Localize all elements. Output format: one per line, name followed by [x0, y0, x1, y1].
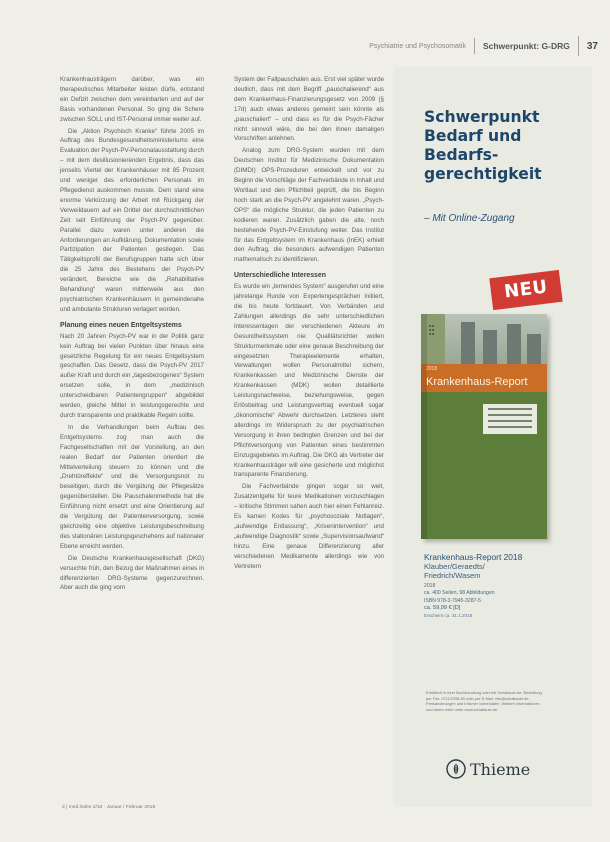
ad-headline-line: Schwerpunkt	[424, 108, 540, 126]
header-divider	[474, 38, 475, 54]
book-pages: ca. 400 Seiten, 98 Abbildungen	[424, 590, 495, 597]
book-details	[424, 552, 592, 619]
new-badge: NEU	[489, 270, 562, 310]
paragraph: Die „Aktion Psychisch Kranke“ führte 2005 im Auftrag des Bundesgesundheitsministeriums eine Evaluation der Psych-PV-Personalausstattung durch – mit dem desillusionierenden Ergebnis, dass das jenseits Viertel der Krankenhäuser mit 85 Prozent und weniger des erforderlichen Personals im Pflegedienst auskommen musste. Dem stand eine enorme Verkürzung der Arbeit mit Rückgang der Verweildauern auf ein Drittel der durchschnittlichen Zeit seit Einführung der Psych-PV gegenüber. Parallel dazu waren unter anderen die Anforderungen an Aufklärung, Dokumentation sowie Partizipation der Patienten gestiegen. Das Tätigkeitsprofil der Berufsgruppen hatte sich über die 25 Jahre des Bestehens der Psych-PV verändert, Bereiche wie die „Rehabilitative Behandlung“ waren mittlerweile aus den psychiatrischen Krankenhäusern in gemeindenahe und ambulante Strukturen verlagert worden.	[60, 127, 204, 313]
book-authors: Friedrich/Wasem	[424, 571, 481, 581]
section-heading: Unterschiedliche Interessen	[234, 272, 326, 280]
ad-headline-line: gerechtigkeit	[424, 165, 542, 183]
running-header	[369, 36, 598, 56]
paragraph: Nach 20 Jahren Psych-PV war in der Politik ganz kein Auftrag bei vielen Punkten über hinaus eine gesetzliche Regelung für ein neues Entgeltsystem geschaffen. Das Gesetz, dass die Psych-PV 2017 außer Kraft und durch ein „tagesbezogenes“ System ersetzen solle, in dem „medizinisch unterscheidbaren Patientengruppen“ abgebildet werden, gleiche Mittel in leistungsgerechte und durch transparente und praktikable Regeln sollte.	[60, 332, 204, 419]
page-footer: 3 | med.lndex 2/18 · Januar / Februar 2018	[62, 805, 156, 810]
paragraph: In die Verhandlungen beim Aufbau des Entgeltsystems zog man auch die Fachgesellschaften mit der Vorstellung, an den realen Bedarf der Patienten orientiert die Mittelverteilung steuern zu können und die „Drehtüreffekte“ und die Versorgungsnot zu beseitigen, durch die Vergütung der Pflegesätze gegenüberstellen. Die Pauschalenmethode hat die Einführung nicht ersetzt und eine Orientierung auf die Vergütung der Patientenversorgung, sowie gleichzeitig eine objektive Leistungsbeschreibung des stationären Leistungsgeschehens auf nationaler Ebene erreicht werden.	[60, 423, 204, 550]
page-number-divider	[578, 36, 579, 56]
book-isbn: ISBN 978-3-7945-3287-5	[424, 597, 481, 604]
publisher-logo	[446, 759, 530, 779]
section-heading: Planung eines neuen Entgeltsystems	[60, 321, 182, 329]
paragraph: Die Deutsche Krankenhausgesellschaft (DKG) versuchte früh, den Bezug der Maßnahmen eines in differenzierten DRG-Systeme gegenzurechnen. Aber auch die ging vom	[60, 554, 204, 592]
paragraph: System der Fallpauschalen aus. Erst viel später wurde deutlich, dass mit dem Begriff „pauschalierend“ aus dem Krankenhaus-Finanzierungsgesetz von 2009 (§ 17d) auch etwas anderes gemeint sein könnte als „pauschaliert“ – und dass es für die Psych-Fächer nicht sinnvoll wäre, die bei den ihnen damaligen Vorschriften anlehnen.	[234, 76, 384, 143]
paragraph: Die Fachverbände gingen sogar so weit, Zusatzentgelte für teure Medikationen vorzuschlagen – kritische Stimmen sahen auch hier einen Fehlanreiz. Es kamen Kodes für „psychosoziale Notlagen“, „aufwendige Entlassung“, „Krisenintervention“ und „aufwendige Diagnostik“ sowie „Supervisionsaufwand“ hinzu. Eine genaue Differenzierung aller verschiedenen Medikamente allerdings wie von Vertretern	[234, 483, 384, 570]
book-cover-title: Krankenhaus-Report	[426, 376, 528, 388]
header-topic: Schwerpunkt: G-DRG	[482, 41, 570, 51]
book-edition: 2018	[424, 582, 436, 589]
ad-headline-line: Bedarf und	[424, 127, 522, 145]
publisher-name: Thieme	[470, 759, 531, 779]
ad-subtitle: – Mit Online-Zugang	[424, 213, 515, 224]
book-cover-year: 2018	[426, 366, 438, 372]
book-pub-date: Erscheint ca. 31.1.2018	[424, 613, 473, 619]
paragraph: Krankenhausträgern darüber, was ein therapeutisches Mitarbeiter leisten dürfe, entstand ein Defizit zwischen dem vereinbarten und auf der Basis vorhandenen Personal. So ging die Schere zwischen SOLL und IST-Personal immer weiter auf.	[60, 76, 204, 123]
header-section: Psychiatrie und Psychosomatik	[369, 42, 466, 50]
book-title: Krankenhaus-Report 2018	[424, 552, 523, 562]
book-authors: Klauber/Geraedts/	[424, 562, 485, 571]
ad-headline-line: Bedarfs-	[424, 146, 499, 164]
order-note: Erhältlich in Ihrer Buchhandlung oder bei Schattauer.de. Bestellung per Fax: 0711/2298-50 oder per E-Mail: info@schattauer.de, Preisänderungen und Irrtümer vorbehalten. Weitere Informationen und vieles mehr unter www.schattauer.de.	[426, 690, 542, 712]
ad-headline	[424, 108, 594, 184]
book-price: ca. 59,99 € [D]	[424, 605, 461, 612]
book-cover-image: ■ ■ ■ ■ ■ ■ 2018 Krankenhaus-Report	[421, 314, 547, 539]
text-column-middle	[234, 75, 384, 574]
thieme-seal-icon	[446, 759, 466, 779]
paragraph: Analog zum DRG-System wurden mit dem Deutschen Institut für Medizinische Dokumentation (DIMDI) OPS-Prozeduren entwickelt und vor zu Beginn die Vorschläge der Fachverbände in Inhalt und Wortlaut und den Pflichtteil geprüft, die bis Beginn hoch stark an die Psych-PV angelehnt waren. „Psych-OPS“ die mögliche Struktur, die jeden Patienten zu kodieren waren. Zusätzlich gaben die alte, noch bestehende Psych-PV-Einstufung weiter. Das Institut für das Entgeltsystem im Krankenhaus (InEK) erhielt den Auftrag, die besonders aufwendigen Patienten mathematisch zu identifizieren.	[234, 147, 384, 264]
paragraph: Es wurde ein „lernendes System“ ausgerufen und eine jahrelange Runde von Expertengesprächen initiiert, die bis heute fortdauert. Von Verbänden und Zahlungen allerdings die sehr unterschiedlichen Interessenlagen der verschiedenen Akteure im Gesundheitssystem nie: Qualitätsrichter wollen Strukturmerkmale oder eine genaue Beschreibung der eingesetzten Therapieelemente erhalten, Verwaltungen wollen Personalmittel sichern, Krankenkassen und Medizinische Dienste der Krankenkassen (MDK) wollen detaillierte Leistungsnachweise, beziehungsweise, gegen Erlösbeitrag und Leistungsvertrag eventuell sogar „ökonomische“ Abwehr durchsetzen. Letzteres steht allerdings im Widerspruch zu der psychiatrischen Versorgung in ihren bedingten Grenzen und bei der Pflichtversorgung von Patienten eines bestimmten Einzugsgebietes im Auftrag. Die DKG als Vertreter der Krankenhausträger will eine gesicherte und möglichst transparente Finanzierung.	[234, 283, 384, 479]
page-number: 37	[586, 40, 598, 52]
text-column-left	[60, 75, 204, 595]
